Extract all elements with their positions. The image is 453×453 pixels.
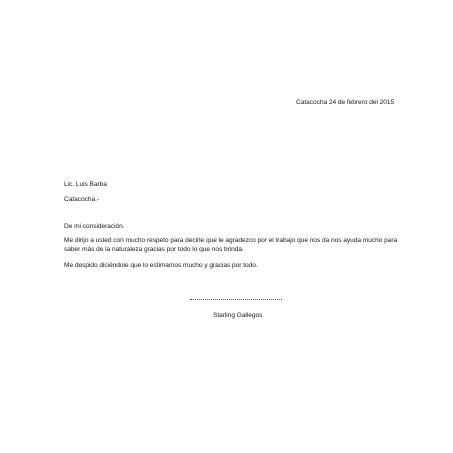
place-date: Catacocha 24 de febrero del 2015 — [296, 99, 395, 106]
salutation: De mi consideración. — [64, 223, 125, 230]
signer-name: Starling Gallegos — [213, 312, 263, 319]
body-paragraph-2: Me despido diciéndole que lo estimamos mucho y gracias por todo. — [64, 262, 258, 269]
recipient-name: Lic. Luis Barba — [64, 181, 107, 188]
body-paragraph-1: Me dirijo a usted con mucho respeto para decirle que le agradezco por el trabajo que nos da nos ayuda mucho para saber más de la naturaleza gracias por todo lo que nos brinda. — [64, 237, 398, 253]
recipient-city: Catacocha.- — [64, 196, 100, 203]
signature-line — [190, 299, 282, 300]
